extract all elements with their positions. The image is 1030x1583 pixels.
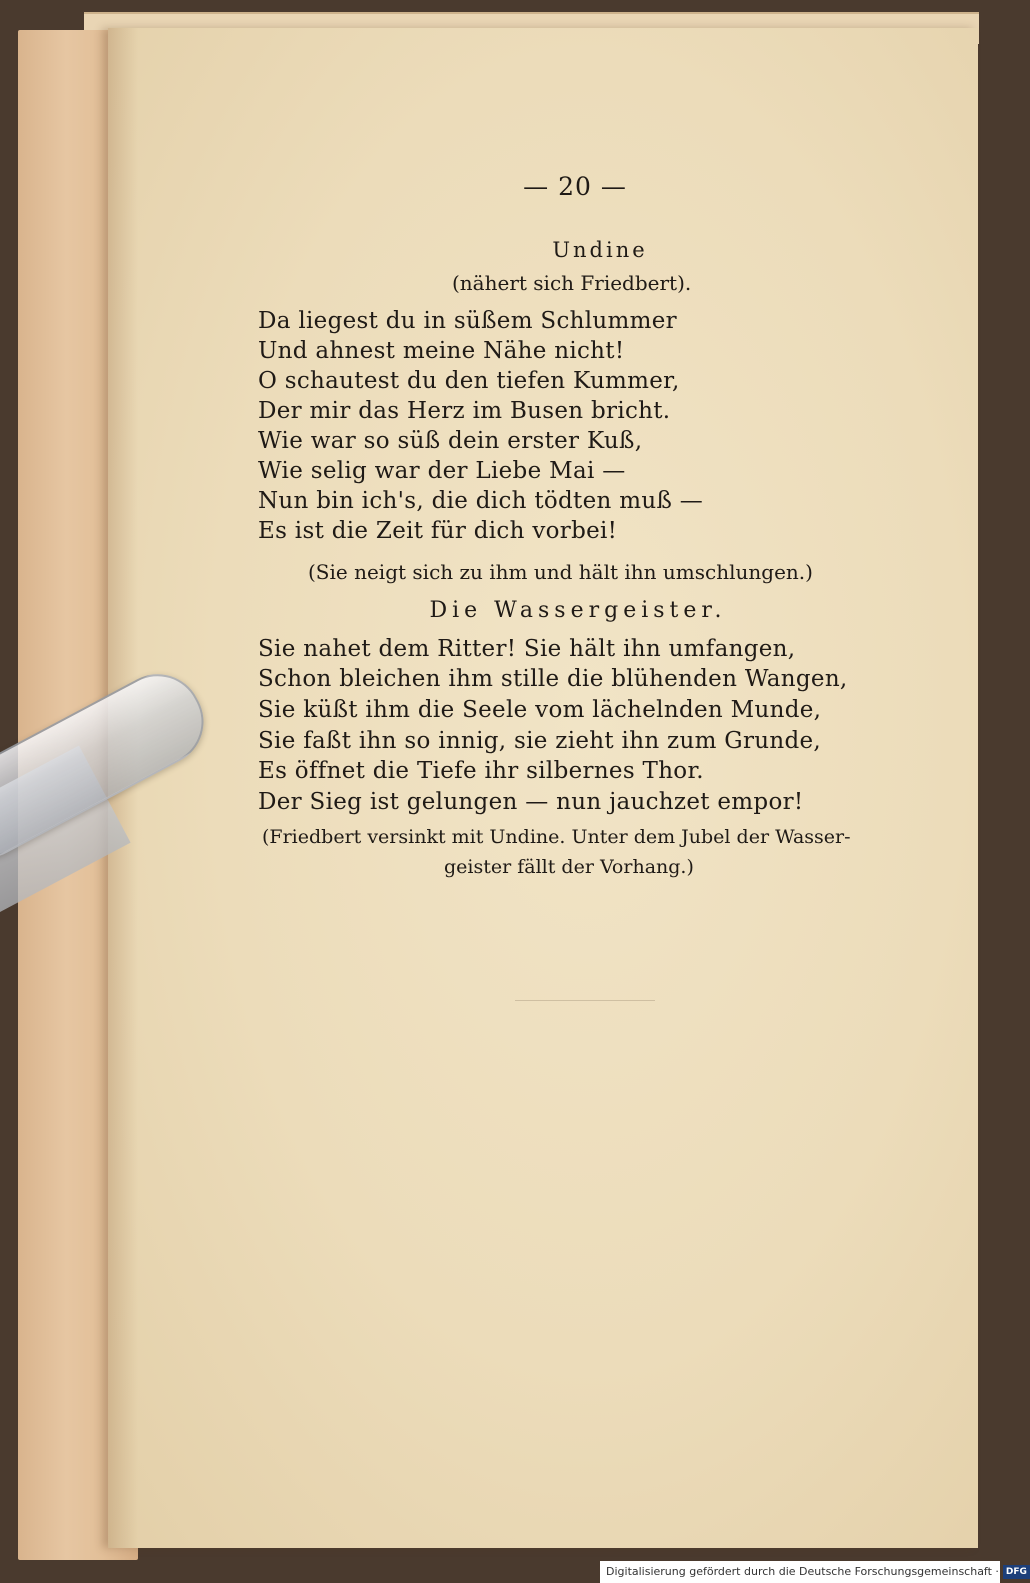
dfg-logo: DFG (1003, 1565, 1030, 1579)
verse-line: Der Sieg ist gelungen — nun jauchzet empor! (258, 789, 804, 815)
stage-direction-embrace: (Sie neigt sich zu ihm und hält ihn umschlungen.) (308, 560, 813, 584)
credit-text: Digitalisierung gefördert durch die Deutsche Forschungsgemeinschaft · (606, 1565, 999, 1578)
stage-direction-undine: (nähert sich Friedbert). (452, 271, 692, 295)
verse-line: O schautest du den tiefen Kummer, (258, 368, 680, 394)
verse-line: Der mir das Herz im Busen bricht. (258, 398, 671, 424)
verse-line: Sie küßt ihm die Seele vom lächelnden Munde, (258, 697, 822, 723)
verse-line: Und ahnest meine Nähe nicht! (258, 338, 625, 364)
speaker-undine: Undine (552, 238, 648, 262)
stage-direction-curtain-line1: (Friedbert versinkt mit Undine. Unter dem Jubel der Wasser- (262, 826, 851, 848)
page-number: — 20 — (523, 172, 627, 201)
stage-direction-curtain-line2: geister fällt der Vorhang.) (444, 856, 694, 878)
verse-line: Sie faßt ihn so innig, sie zieht ihn zum Grunde, (258, 728, 822, 754)
verse-line: Nun bin ich's, die dich tödten muß — (258, 488, 704, 514)
verse-line: Da liegest du in süßem Schlummer (258, 308, 677, 334)
verse-line: Wie war so süß dein erster Kuß, (258, 428, 643, 454)
digitization-credit (600, 1561, 1027, 1583)
speaker-wassergeister: Die Wassergeister. (429, 598, 727, 623)
verse-line: Schon bleichen ihm stille die blühenden Wangen, (258, 666, 848, 692)
verse-line: Es ist die Zeit für dich vorbei! (258, 518, 618, 544)
verse-line: Es öffnet die Tiefe ihr silbernes Thor. (258, 758, 704, 784)
verse-line: Wie selig war der Liebe Mai — (258, 458, 626, 484)
verse-line: Sie nahet dem Ritter! Sie hält ihn umfangen, (258, 636, 796, 662)
faint-divider-bleedthrough (515, 1000, 655, 1001)
